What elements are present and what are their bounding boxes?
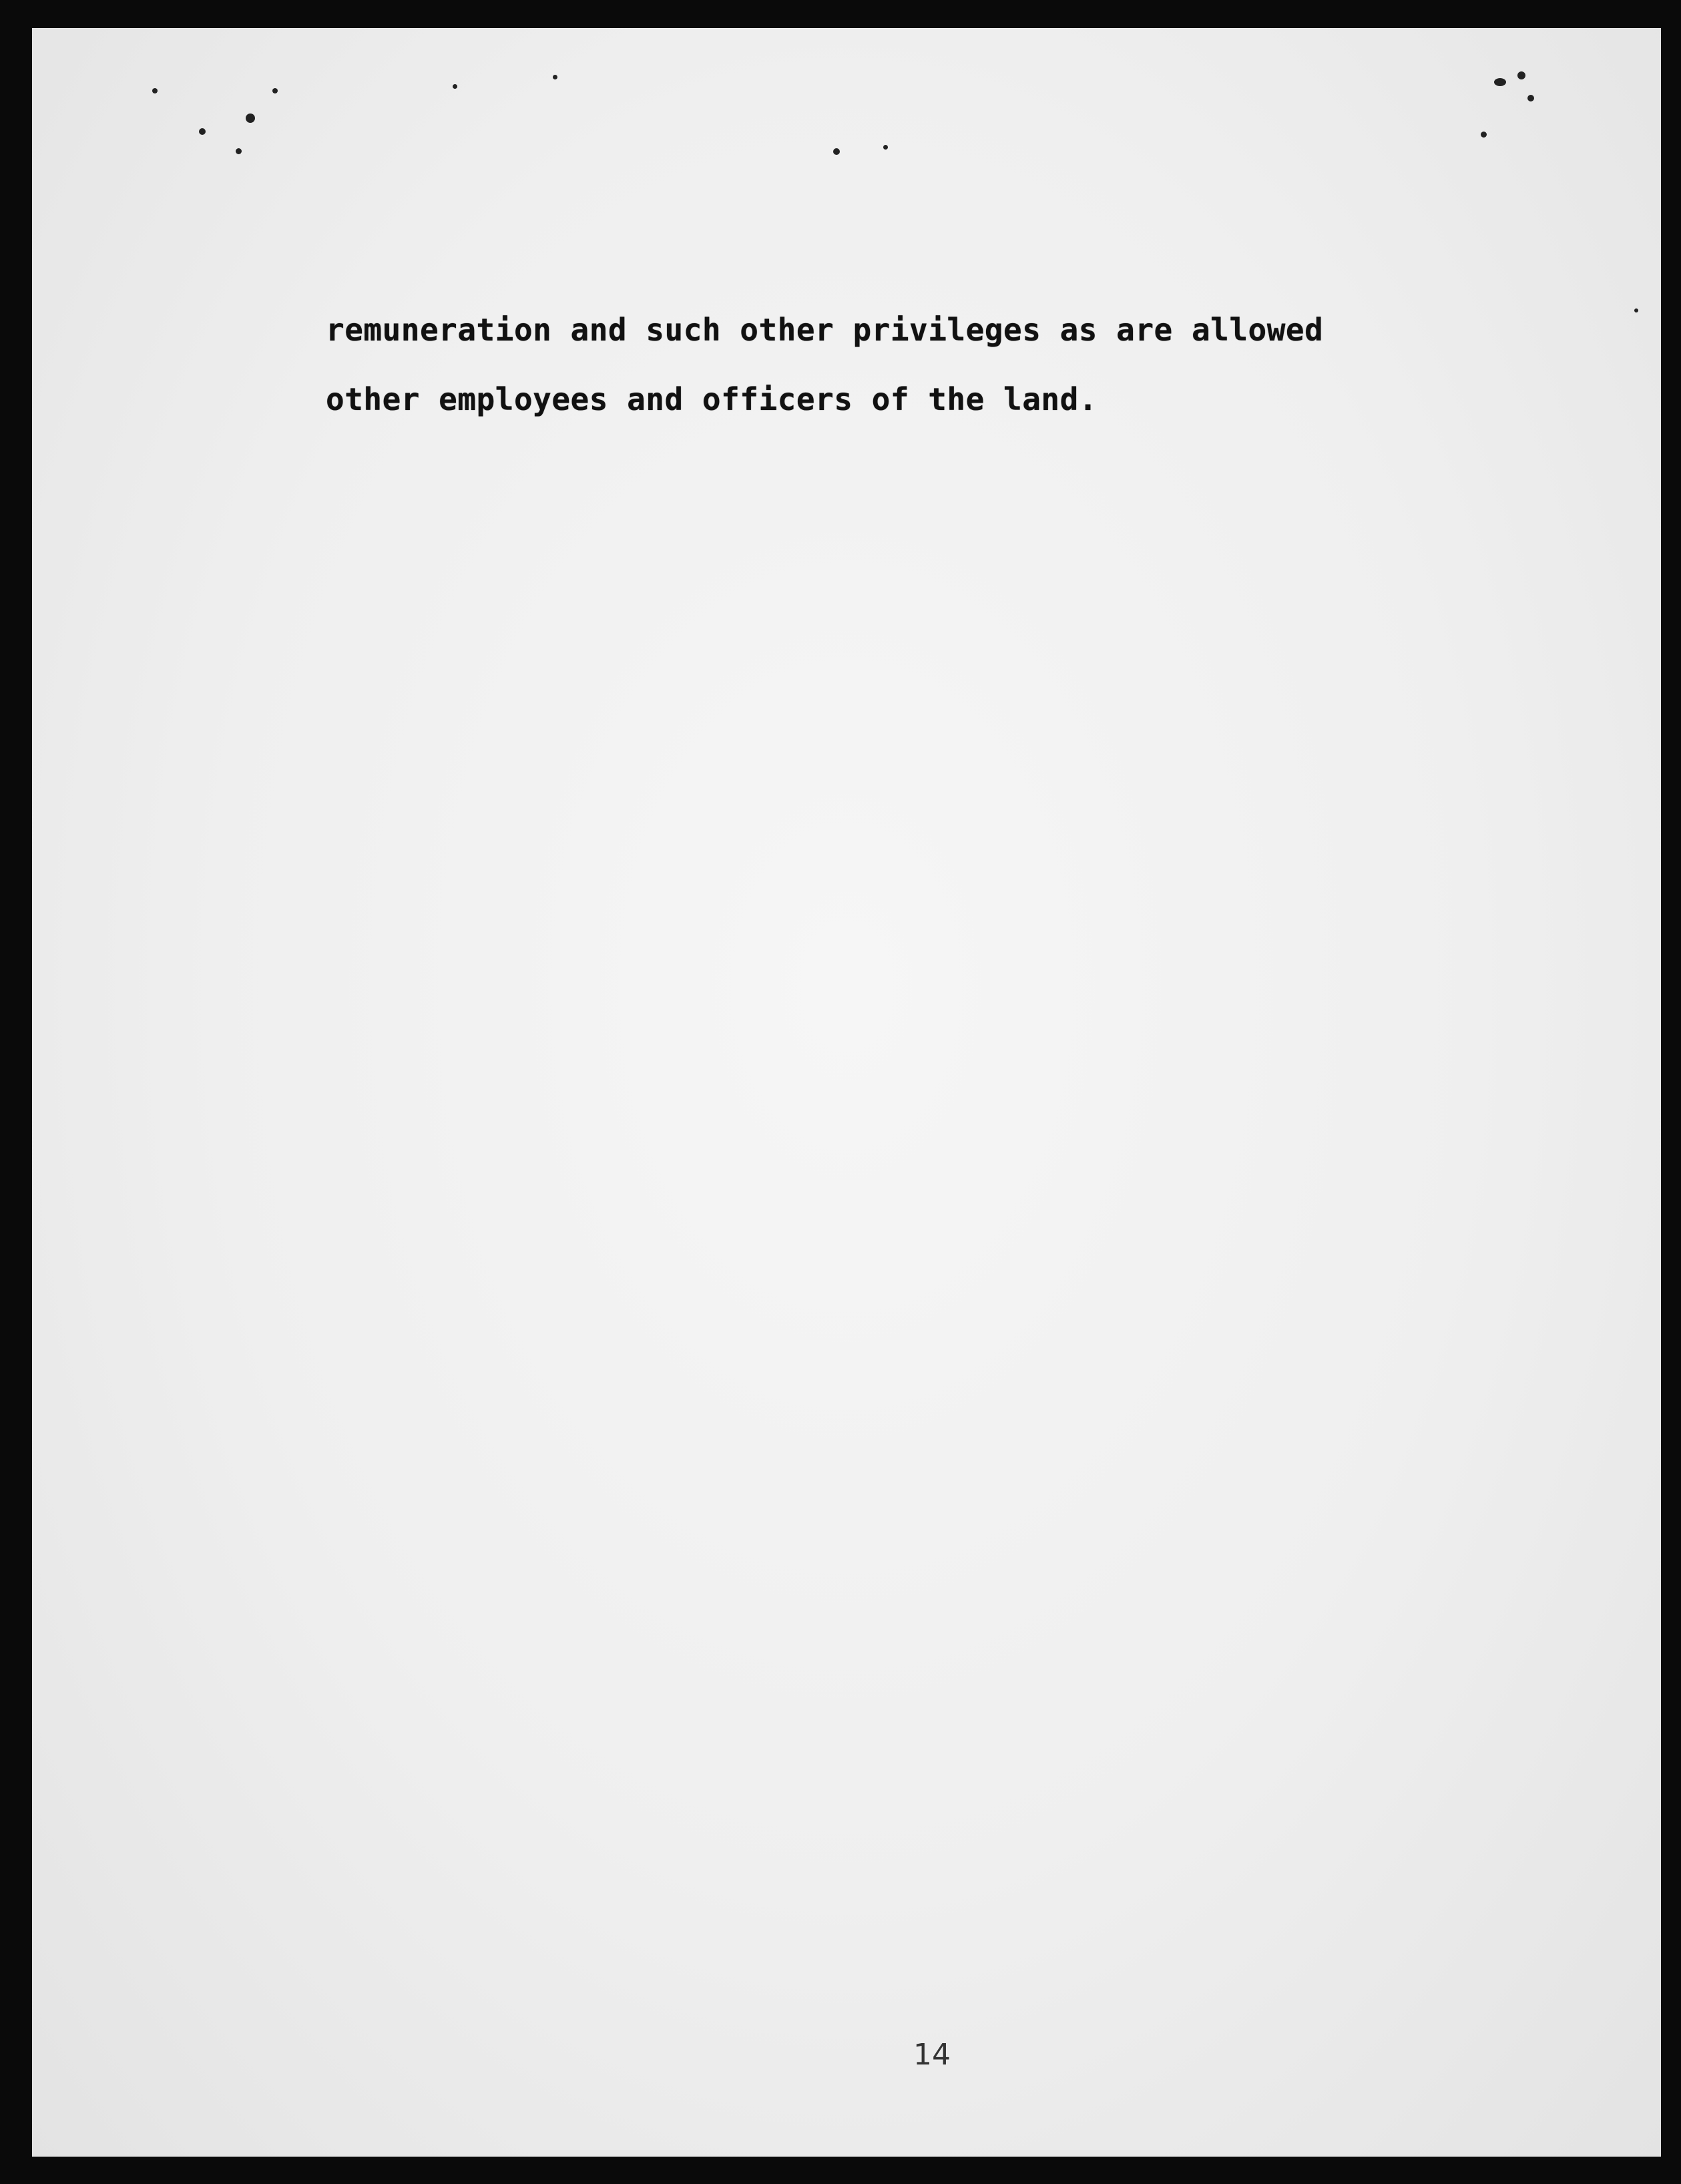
scan-speck bbox=[152, 88, 158, 93]
scan-speck bbox=[1481, 132, 1487, 138]
scan-speck bbox=[553, 75, 557, 79]
page-number: 14 bbox=[913, 2038, 951, 2072]
scan-speck bbox=[236, 148, 242, 154]
scan-speck bbox=[883, 145, 888, 150]
scan-speck bbox=[199, 128, 206, 135]
body-text bbox=[326, 295, 1461, 434]
scan-speck bbox=[246, 114, 255, 123]
document-page bbox=[32, 28, 1661, 2157]
scan-speck bbox=[453, 84, 457, 89]
scan-speck bbox=[1494, 78, 1506, 86]
scan-speck bbox=[1634, 308, 1638, 312]
scan-speck bbox=[272, 88, 278, 93]
scan-speck bbox=[1527, 95, 1534, 101]
scan-speck bbox=[1517, 71, 1525, 79]
text-line: remuneration and such other privileges as are allowed bbox=[326, 312, 1324, 348]
scan-speck bbox=[833, 148, 840, 155]
text-line: other employees and officers of the land. bbox=[326, 381, 1098, 417]
